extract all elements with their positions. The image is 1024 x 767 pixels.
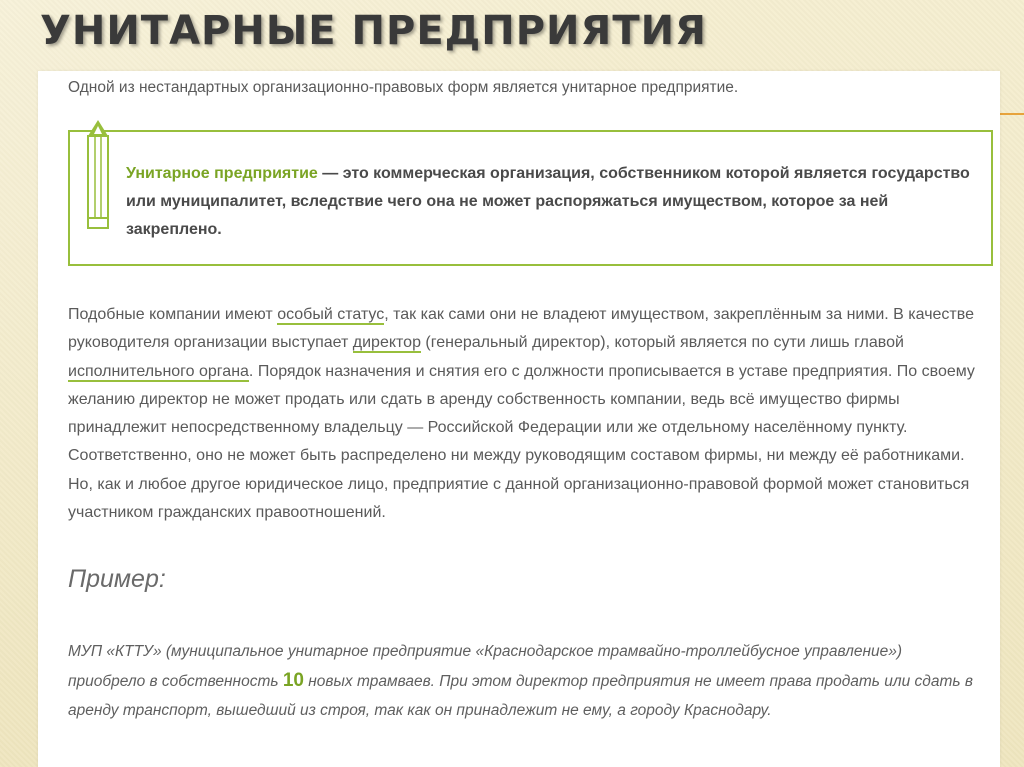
definition-description: — это коммерческая организация, собственником которой является государство или муниципалитет, вследствие чего она не может распоряжаться имуществом, которое за ней закреплено. <box>126 165 970 238</box>
example-text-part: МУП «КТТУ» (муниципальное унитарное предприятие «Краснодарское трамвайно-троллейбусное управление») приобрело в собственность <box>68 643 903 690</box>
example-text <box>68 637 978 725</box>
example-heading: Пример: <box>68 565 166 593</box>
body-paragraph <box>68 301 988 527</box>
content-panel <box>38 71 1000 767</box>
body-text-part: . Порядок назначения и снятия его с должности прописывается в уставе предприятия. По своему желанию директор не может продать или сдать в аренду собственность компании, ведь всё имущество фирмы принадлежит непосредственному владельцу — Российской Федерации или же отдельному населённому пункту. Соответственно, оно не может быть распределено ни между руководящим составом фирмы, ни между её работниками. Но, как и любое другое юридическое лицо, предприятие с данной организационно-правовой формой может становиться участником гражданских правоотношений. <box>68 362 975 522</box>
example-text-part: новых трамваев. При этом директор предприятия не имеет права продать или сдать в аренду транспорт, вышедший из строя, так как он принадлежит не ему, а городу Краснодару. <box>68 673 973 719</box>
special-status-link[interactable]: особый статус <box>277 306 385 323</box>
executive-body-link[interactable]: исполнительного органа <box>68 362 249 380</box>
body-text-part: Подобные компании имеют <box>68 306 278 323</box>
body-text-part: (генеральный директор), который является по сути лишь главой <box>420 334 904 352</box>
definition-text <box>126 160 976 244</box>
definition-term: Унитарное предприятие <box>126 165 318 182</box>
decorative-orange-line <box>998 113 1024 115</box>
director-link[interactable]: директор <box>352 334 421 352</box>
tram-count: 10 <box>282 670 304 691</box>
intro-text: Одной из нестандартных организационно-правовых форм является унитарное предприятие. <box>68 79 739 96</box>
slide-title: УНИТАРНЫЕ ПРЕДПРИЯТИЯ <box>40 8 707 54</box>
definition-box <box>68 130 993 266</box>
body-text-part: , так как сами они не владеют имуществом, закреплённым за ними. В качестве руководителя организации выступает <box>68 306 974 352</box>
pencil-icon <box>84 120 112 230</box>
